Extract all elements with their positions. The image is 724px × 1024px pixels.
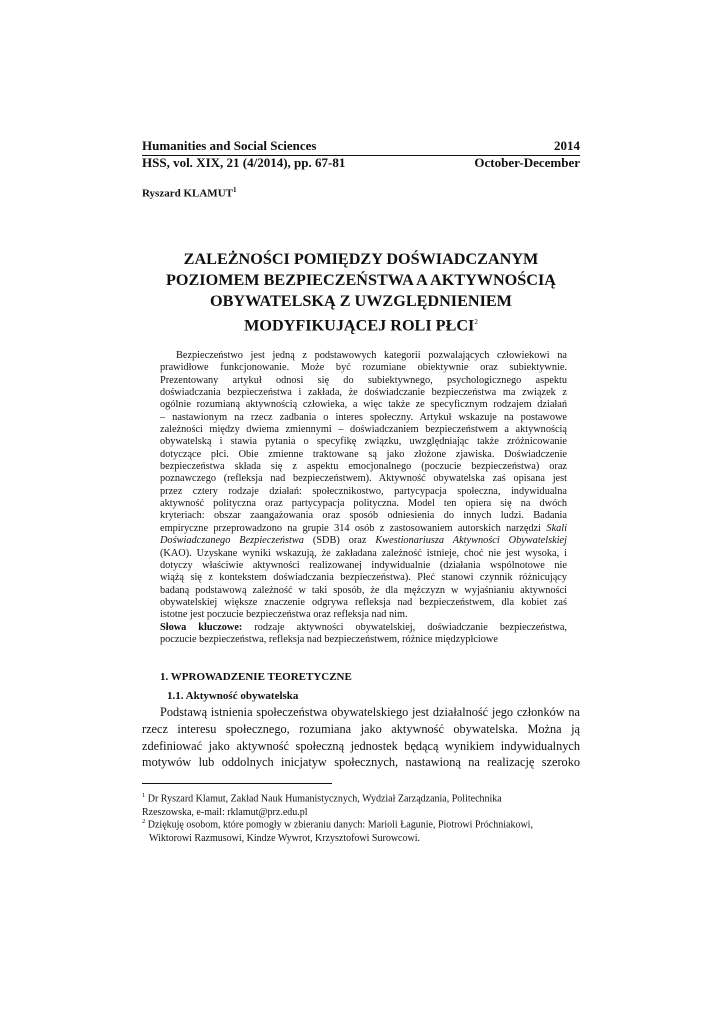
abstract-line: doświadczania bezpieczeństwa i zakłada, że doświadczanie bezpieczeństwa ma związek z [160,387,567,399]
running-header-line-1 [142,138,580,156]
subsection-heading: 1.1. Aktywność obywatelska [167,690,299,702]
body-line: zdefiniować jako aktywność społeczną jednostek będącą wynikiem indywidualnych [142,738,580,753]
keywords-line [160,622,567,634]
keywords-label: Słowa kluczowe: [160,621,243,633]
abstract-line: kryteriach: obszar zaangażowania oraz sposób odniesienia do innych ludzi. Badania [160,510,567,522]
abstract-line-text: empiryczne przeprowadzono na grupie 314 osób z zastosowaniem autorskich narzędzi [160,522,542,534]
abstract-line: – nastawionym na rzecz zadbania o interes społeczny. Artykuł wskazuje na postawowe [160,411,567,423]
title-line: OBYWATELSKĄ Z UWZGLĘDNIENIEM [210,292,512,310]
body-line: motywów lub oddolnych inicjatyw społecznych, nastawioną na realizację szeroko [142,755,580,770]
title-footnote-mark: 2 [474,318,478,326]
footnote-line: Rzeszowska, e-mail: rklamut@prz.edu.pl [142,807,308,819]
footnote-separator [142,783,332,784]
abstract-line: poznawczego (refleksja nad bezpieczeństwem). Aktywność obywatelska zaś opisana jest [160,473,567,485]
footnote-text: Dr Ryszard Klamut, Zakład Nauk Humanistycznych, Wydział Zarządzania, Politechnika [145,793,502,805]
article-title [142,249,580,336]
title-line-text: MODYFIKUJĄCEJ ROLI PŁCI [244,316,475,335]
abstract-line: istotne jest poczucie bezpieczeństwa oraz refleksja nad nim. [160,609,408,621]
abstract-line-text: (SDB) oraz [303,535,376,547]
abstract-line: aktywność polityczna oraz partycypacja polityczna. Model ten opiera się na dwóch [160,498,567,510]
footnote-2 [142,815,582,846]
abstract-line: zależności między dwiema zmiennymi – doświadczaniem bezpieczeństwem a aktywnością [160,424,567,436]
abstract-line: badaną podstawową zależność w taki sposób, że dla mężczyzn w wyjaśnianiu aktywności [160,584,567,596]
abstract-line [160,523,567,535]
abstract-line: obywatelskiej większe znaczenie odgrywa refleksja nad bezpieczeństwem, dla kobiet zaś [160,596,567,608]
journal-volume: HSS, vol. XIX, 21 (4/2014), pp. 67-81 [142,155,346,170]
section-heading: 1. WPROWADZENIE TEORETYCZNE [160,671,352,683]
abstract-line: Prezentowany artykuł odnosi się do subiektywnego, psychologicznego aspektu [160,374,567,386]
abstract-italic-text: Kwestionariusza Aktywności Obywatelskiej [375,535,567,547]
footnote-text: Dziękuję osobom, które pomogły w zbieraniu danych: Marioli Łagunie, Piotrowi Próchniakowi, [145,819,533,831]
author-name [142,186,236,200]
abstract-line: bezpieczeństwa składa się z aspektu emocjonalnego (poczucie bezpieczeństwa) oraz [160,461,567,473]
abstract-line: przez cztery rodzaje działań: społecznikostwo, partycypacja społeczna, indywidualna [160,485,567,497]
abstract-italic-text: Skali [546,522,568,534]
body-line: Podstawą istnienia społeczeństwa obywatelskiego jest działalność jego członków na [160,705,580,719]
abstract-line: Bezpieczeństwo jest jedną z podstawowych kategorii pozwalających człowiekowi na [176,350,567,361]
author-name-text: Ryszard KLAMUT [142,187,233,200]
abstract-line: prawidłowe funkcjonowanie. Może być rozumiane obiektywnie oraz subiektywnie. [160,362,567,374]
title-line [142,312,580,336]
abstract-line: (KAO). Uzyskane wyniki wskazują, że zakładana zależność istnieje, choć nie jest wysoka, i [160,547,567,559]
abstract-line: wiążą się z kontekstem doświadczania bezpieczeństwa). Płeć stanowi czynnik różnicujący [160,572,567,584]
body-text [142,704,580,771]
abstract-line: dotyczące płci. Obie zmienne traktowane są jako złożone zjawiska. Doświadczenie [160,448,567,460]
journal-name: Humanities and Social Sciences [142,138,317,153]
abstract-line [160,535,567,547]
footnote-mark: 1 [142,792,146,799]
journal-period: October-December [474,155,580,170]
footnote-line [142,815,582,832]
abstract [160,350,567,646]
author-footnote-mark: 1 [232,186,237,194]
title-line: ZALEŻNOŚCI POMIĘDZY DOŚWIADCZANYM [183,250,539,268]
footnote-line [142,789,582,806]
running-header-line-2 [142,155,580,172]
title-line: POZIOMEM BEZPIECZEŃSTWA A AKTYWNOŚCIĄ [166,271,556,289]
keywords-text: rodzaje aktywności obywatelskiej, doświadczanie bezpieczeństwa, [242,621,567,633]
abstract-line: dotyczy właściwie aktywności realizowanej indywidualnie (działania wspólnotowe nie [160,559,567,571]
abstract-italic-text: Doświadczanego Bezpieczeństwa [160,535,304,547]
keywords-line: poczucie bezpieczeństwa, refleksja nad bezpieczeństwem, różnice międzypłciowe [160,633,498,645]
footnote-mark: 2 [142,818,146,825]
journal-year: 2014 [554,138,580,153]
abstract-line: obywatelską i stawia pytania o specyfikę związku, uwzględniając także zróżnicowanie [160,436,567,448]
abstract-line: ogólnie rozumianą aktywnością człowieka, a więc także ze specyficznym rodzajem działań [160,399,567,411]
body-line: rzecz interesu społecznego, rozumiana jako aktywność obywatelska. Można ją [142,721,580,736]
footnote-line: Wiktorowi Razmusowi, Kindze Wywrot, Krzysztofowi Surowcowi. [149,833,420,845]
